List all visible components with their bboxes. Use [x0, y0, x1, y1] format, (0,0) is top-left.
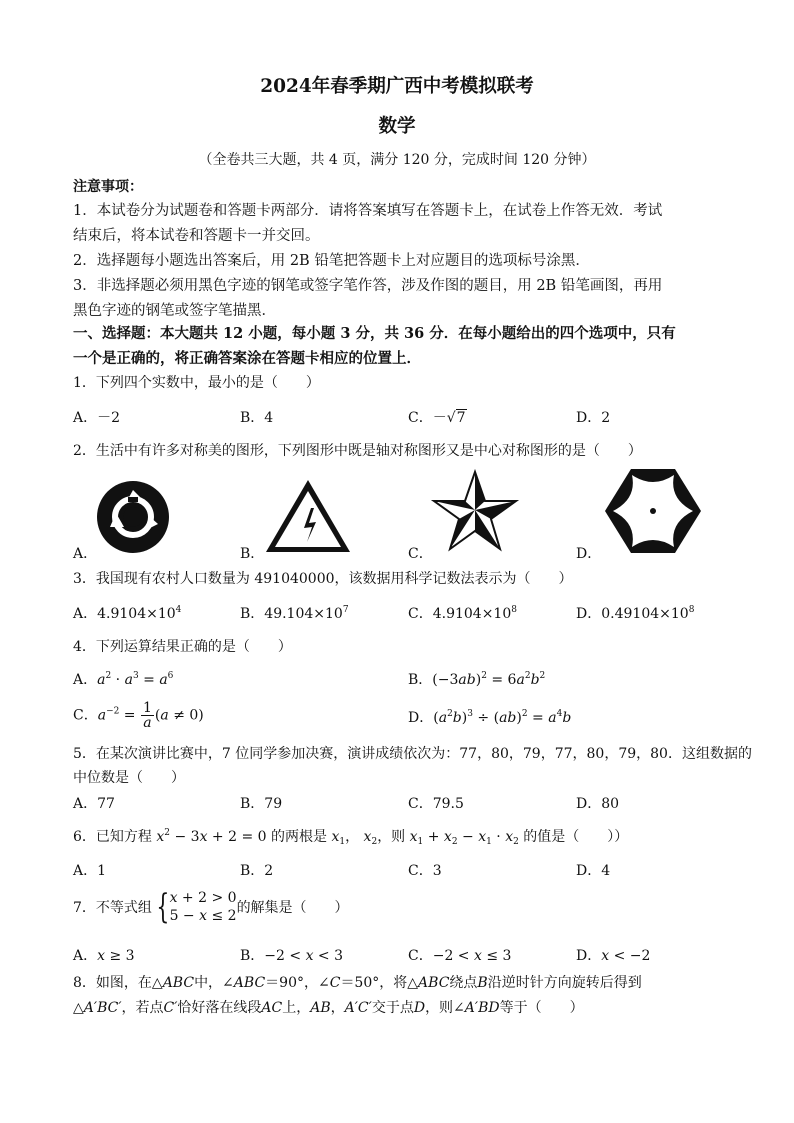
q2-stem: 2．生活中有许多对称美的图形，下列图形中既是轴对称图形又是中心对称图形的是（ ） — [73, 443, 642, 459]
q1-option-d: D．2 — [576, 410, 611, 426]
q3-option-b: B．$49.104\times 10^7$ — [240, 605, 349, 622]
page-title: 2024年春季期广西中考模拟联考 — [260, 76, 534, 97]
q2-option-a: A． — [73, 546, 98, 562]
umbrella-top-view-figure — [603, 467, 703, 555]
q2-option-c: C． — [408, 546, 433, 562]
q2-option-b: B． — [240, 546, 265, 562]
q5-stem-line-1: 5．在某次演讲比赛中，7 位同学参加决赛，演讲成绩依次为：77，80，79，77，80，79，80．这组数据的 — [73, 746, 752, 762]
q4-option-c: C．$a^{-2}$ = $\frac{1}{a}$ (a ≠ 0) — [73, 700, 204, 731]
q4-option-a: A．$a^2 \cdot a^3 = a^6$ — [73, 671, 174, 688]
q7-option-a: A．x ≥ 3 — [73, 948, 135, 964]
q7-option-d: D．x < −2 — [576, 948, 651, 964]
q6-stem: 6．已知方程 $x^2 - 3x + 2 = 0$ 的两根是 $x_1$， $x_2$，则 $x_1 + x_2 - x_1 \cdot x_2$ 的值是（ ）） — [73, 828, 629, 847]
q4-option-b: B．$(-3ab)^2 = 6a^2b^2$ — [408, 671, 546, 688]
q1-option-a: A．－2 — [73, 410, 121, 426]
q5-stem-line-2: 中位数是（ ） — [73, 770, 185, 786]
q3-option-a: A．$4.9104\times 10^4$ — [73, 605, 182, 622]
q7-option-b: B．−2 < x < 3 — [240, 948, 344, 964]
high-voltage-warning-figure — [264, 478, 352, 554]
q6-option-b: B．2 — [240, 863, 274, 879]
q5-option-b: B．79 — [240, 796, 283, 812]
note-1-line-2: 结束后，将本试卷和答题卡一并交回。 — [73, 228, 320, 244]
q8-stem-line-2: △A′BC′，若点C′恰好落在线段AC上，AB，A′C′交于点D，则∠A′BD等于（ ） — [73, 1000, 584, 1016]
q5-option-d: D．80 — [576, 796, 620, 812]
q3-stem: 3．我国现有农村人口数量为 491040000，该数据用科学记数法表示为（ ） — [73, 571, 573, 587]
five-pointed-star-figure — [432, 470, 518, 552]
section-1-heading-line-1: 一、选择题：本大题共 12 小题，每小题 3 分，共 36 分．在每小题给出的四个选项中，只有 — [73, 325, 676, 342]
q7-option-c: C．−2 < x ≤ 3 — [408, 948, 512, 964]
q1-option-b: B．4 — [240, 410, 274, 426]
q1-option-c: C．－√7 — [408, 410, 466, 426]
section-1-heading-line-2: 一个是正确的，将正确答案涂在答题卡相应的位置上． — [73, 350, 421, 367]
q5-option-c: C．79.5 — [408, 796, 464, 812]
note-1-line-1: 1．本试卷分为试题卷和答题卡两部分．请将答案填写在答题卡上，在试卷上作答无效．考试 — [73, 203, 663, 219]
q3-option-c: C．$4.9104\times 10^8$ — [408, 605, 517, 622]
exam-info: （全卷共三大题，共 4 页，满分 120 分，完成时间 120 分钟） — [198, 152, 596, 168]
note-3-line-2: 黑色字迹的钢笔或签字笔描黑． — [73, 303, 276, 319]
q3-option-d: D．$0.49104\times 10^8$ — [576, 605, 695, 622]
subject-title: 数学 — [378, 116, 416, 137]
q5-option-a: A．77 — [73, 796, 115, 812]
q7-stem: 7．不等式组 {x + 2 > 0 5 − x ≤ 2的解集是（ ） — [73, 887, 349, 927]
q4-option-d: D．$(a^2b)^3 \div (ab)^2 = a^4b$ — [408, 709, 572, 726]
q6-option-c: C．3 — [408, 863, 442, 879]
q4-stem: 4．下列运算结果正确的是（ ） — [73, 639, 292, 655]
q2-option-d: D． — [576, 546, 602, 562]
note-2: 2．选择题每小题选出答案后，用 2B 铅笔把答题卡上对应题目的选项标号涂黑． — [73, 253, 590, 269]
q6-option-d: D．4 — [576, 863, 611, 879]
q6-option-a: A．1 — [73, 863, 107, 879]
q8-stem-line-1: 8．如图，在△ABC中，∠ABC＝90°，∠C＝50°，将△ABC绕点B沿逆时针方向旋转后得到 — [73, 975, 642, 991]
notes-heading: 注意事项： — [73, 179, 143, 195]
q1-stem: 1．下列四个实数中，最小的是（ ） — [73, 375, 320, 391]
roundabout-sign-figure — [96, 480, 170, 554]
note-3-line-1: 3．非选择题必须用黑色字迹的钢笔或签字笔作答，涉及作图的题目，用 2B 铅笔画图，再用 — [73, 278, 663, 294]
